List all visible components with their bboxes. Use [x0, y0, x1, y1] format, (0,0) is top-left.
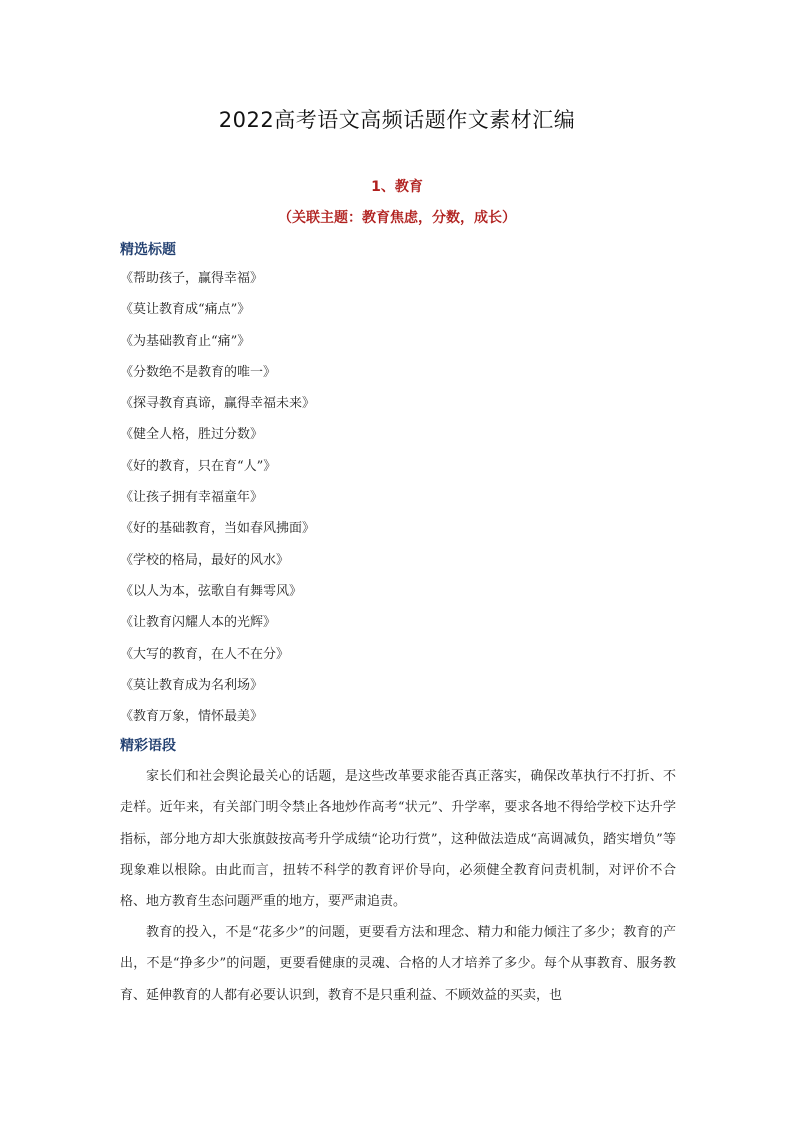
list-item: 《让孩子拥有幸福童年》: [120, 490, 264, 506]
list-item: 《分数绝不是教育的唯一》: [120, 364, 277, 380]
paragraphs-label: 精彩语段: [120, 738, 176, 754]
list-item: 《以人为本，弦歌自有舞雩风》: [120, 583, 303, 599]
list-item: 《教育万象，情怀最美》: [120, 709, 264, 725]
list-item: 《莫让教育成“痛点”》: [120, 302, 251, 318]
list-item: 《学校的格局，最好的风水》: [120, 552, 290, 568]
list-item: 《探寻教育真谛，赢得幸福未来》: [120, 396, 316, 412]
title-list: [120, 269, 315, 738]
section-heading: 1、教育: [371, 179, 423, 195]
list-item: 《莫让教育成为名利场》: [120, 677, 264, 693]
list-item: 《帮助孩子，赢得幸福》: [120, 271, 264, 286]
list-item: 《好的基础教育，当如春风拂面》: [120, 521, 316, 537]
document-title: 2022高考语文高频话题作文素材汇编: [218, 108, 576, 132]
titles-label: 精选标题: [120, 242, 176, 258]
list-item: 《大写的教育，在人不在分》: [120, 646, 290, 662]
list-item: 《为基础教育止“痛”》: [120, 333, 251, 349]
list-item: 《让教育闪耀人本的光辉》: [120, 615, 277, 631]
section-subheading: （关联主题：教育焦虑，分数，成长）: [278, 210, 516, 226]
list-item: 《健全人格，胜过分数》: [120, 427, 264, 443]
paragraph: 教育的投入，不是“花多少”的问题，更要看方法和理念、精力和能力倾注了多少；教育的产出，不是“挣多少”的问题，更要看健康的灵魂、合格的人才培养了多少。每个从事教育、服务教育、延伸教育的人都有必要认识到，教育不是只重利益、不顾效益的买卖，也: [120, 925, 676, 1003]
list-item: 《好的教育，只在育“人”》: [120, 458, 277, 474]
paragraph: 家长们和社会舆论最关心的话题，是这些改革要求能否真正落实，确保改革执行不打折、不走样。近年来，有关部门明令禁止各地炒作高考“状元”、升学率，要求各地不得给学校下达升学指标，部分地方却大张旗鼓按高考升学成绩“论功行赏”，这种做法造成“高调减负，踏实增负”等现象难以根除。由此而言，扭转不科学的教育评价导向，必须健全教育问责机制，对评价不合格、地方教育生态问题严重的地方，要严肃追责。: [120, 769, 676, 910]
